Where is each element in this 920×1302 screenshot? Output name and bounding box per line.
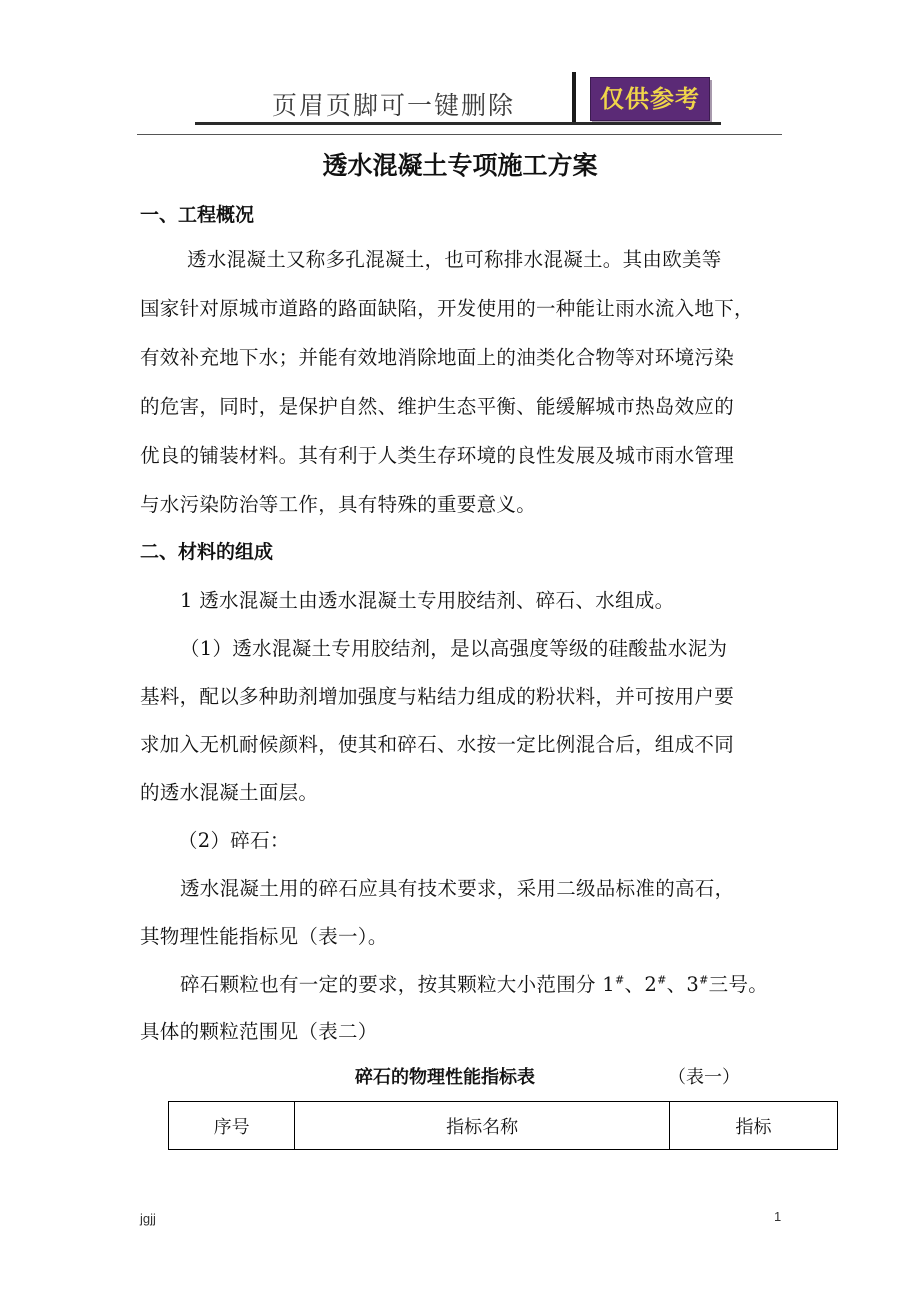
document-title: 透水混凝土专项施工方案: [322, 151, 598, 180]
header-divider: [572, 72, 576, 122]
table-header-value: 指标: [669, 1102, 837, 1150]
table-header-name: 指标名称: [295, 1102, 670, 1150]
section-heading-overview: 一、工程概况: [140, 204, 255, 226]
paragraph-line: 优良的铺装材料。其有利于人类生存环境的良性发展及城市雨水管理: [140, 444, 735, 467]
paragraph-line: （2）碎石：: [178, 829, 290, 852]
paragraph-line: 透水混凝土用的碎石应具有技术要求，采用二级品标准的高石，: [180, 877, 735, 900]
paragraph-line: 具体的颗粒范围见（表二）: [140, 1020, 378, 1043]
header-underline: [195, 122, 721, 125]
table-caption: 碎石的物理性能指标表: [355, 1067, 535, 1088]
paragraph-line: 有效补充地下水；并能有效地消除地面上的油类化合物等对环境污染: [140, 346, 735, 369]
paragraph-line: 国家针对原城市道路的路面缺陷，开发使用的一种能让雨水流入地下，: [140, 297, 754, 320]
paragraph-line: 与水污染防治等工作，具有特殊的重要意义。: [140, 493, 537, 516]
paragraph-line: 基料，配以多种助剂增加强度与粘结力组成的粉状料，并可按用户要: [140, 685, 735, 708]
grade-separator: 、3: [666, 973, 700, 996]
paragraph-line: 的危害，同时，是保护自然、维护生态平衡、能缓解城市热岛效应的: [140, 395, 735, 418]
header-rule: [137, 134, 782, 135]
paragraph-line: 其物理性能指标见（表一）。: [140, 925, 388, 948]
grade-separator: 、2: [624, 973, 658, 996]
paragraph-line: 的透水混凝土面层。: [140, 781, 319, 804]
grade-mark: #: [615, 973, 625, 987]
grade-mark: #: [657, 973, 667, 987]
paragraph-line: （1）透水混凝土专用胶结剂，是以高强度等级的硅酸盐水泥为: [180, 637, 728, 660]
paragraph-line: 求加入无机耐候颜料，使其和碎石、水按一定比例混合后，组成不同: [140, 733, 735, 756]
header-text: 页眉页脚可一键删除: [272, 91, 516, 120]
footer-label: jgjj: [140, 1211, 156, 1226]
grade-line-suffix: 三号。: [708, 973, 769, 996]
table-header-row: [169, 1102, 838, 1150]
paragraph-line: 透水混凝土又称多孔混凝土，也可称排水混凝土。其由欧美等: [187, 248, 722, 271]
paragraph-line: 1 透水混凝土由透水混凝土专用胶结剂、碎石、水组成。: [180, 589, 675, 612]
section-heading-materials: 二、材料的组成: [140, 541, 274, 563]
page-number: 1: [774, 1209, 782, 1224]
table-number: （表一）: [668, 1067, 740, 1088]
paragraph-line-grades: [180, 969, 768, 997]
reference-only-badge: 仅供参考: [590, 77, 710, 121]
grade-line-prefix: 碎石颗粒也有一定的要求，按其颗粒大小范围分 1: [180, 973, 616, 996]
physical-properties-table: [168, 1101, 838, 1150]
table-header-index: 序号: [169, 1102, 295, 1150]
grade-mark: #: [699, 973, 709, 987]
